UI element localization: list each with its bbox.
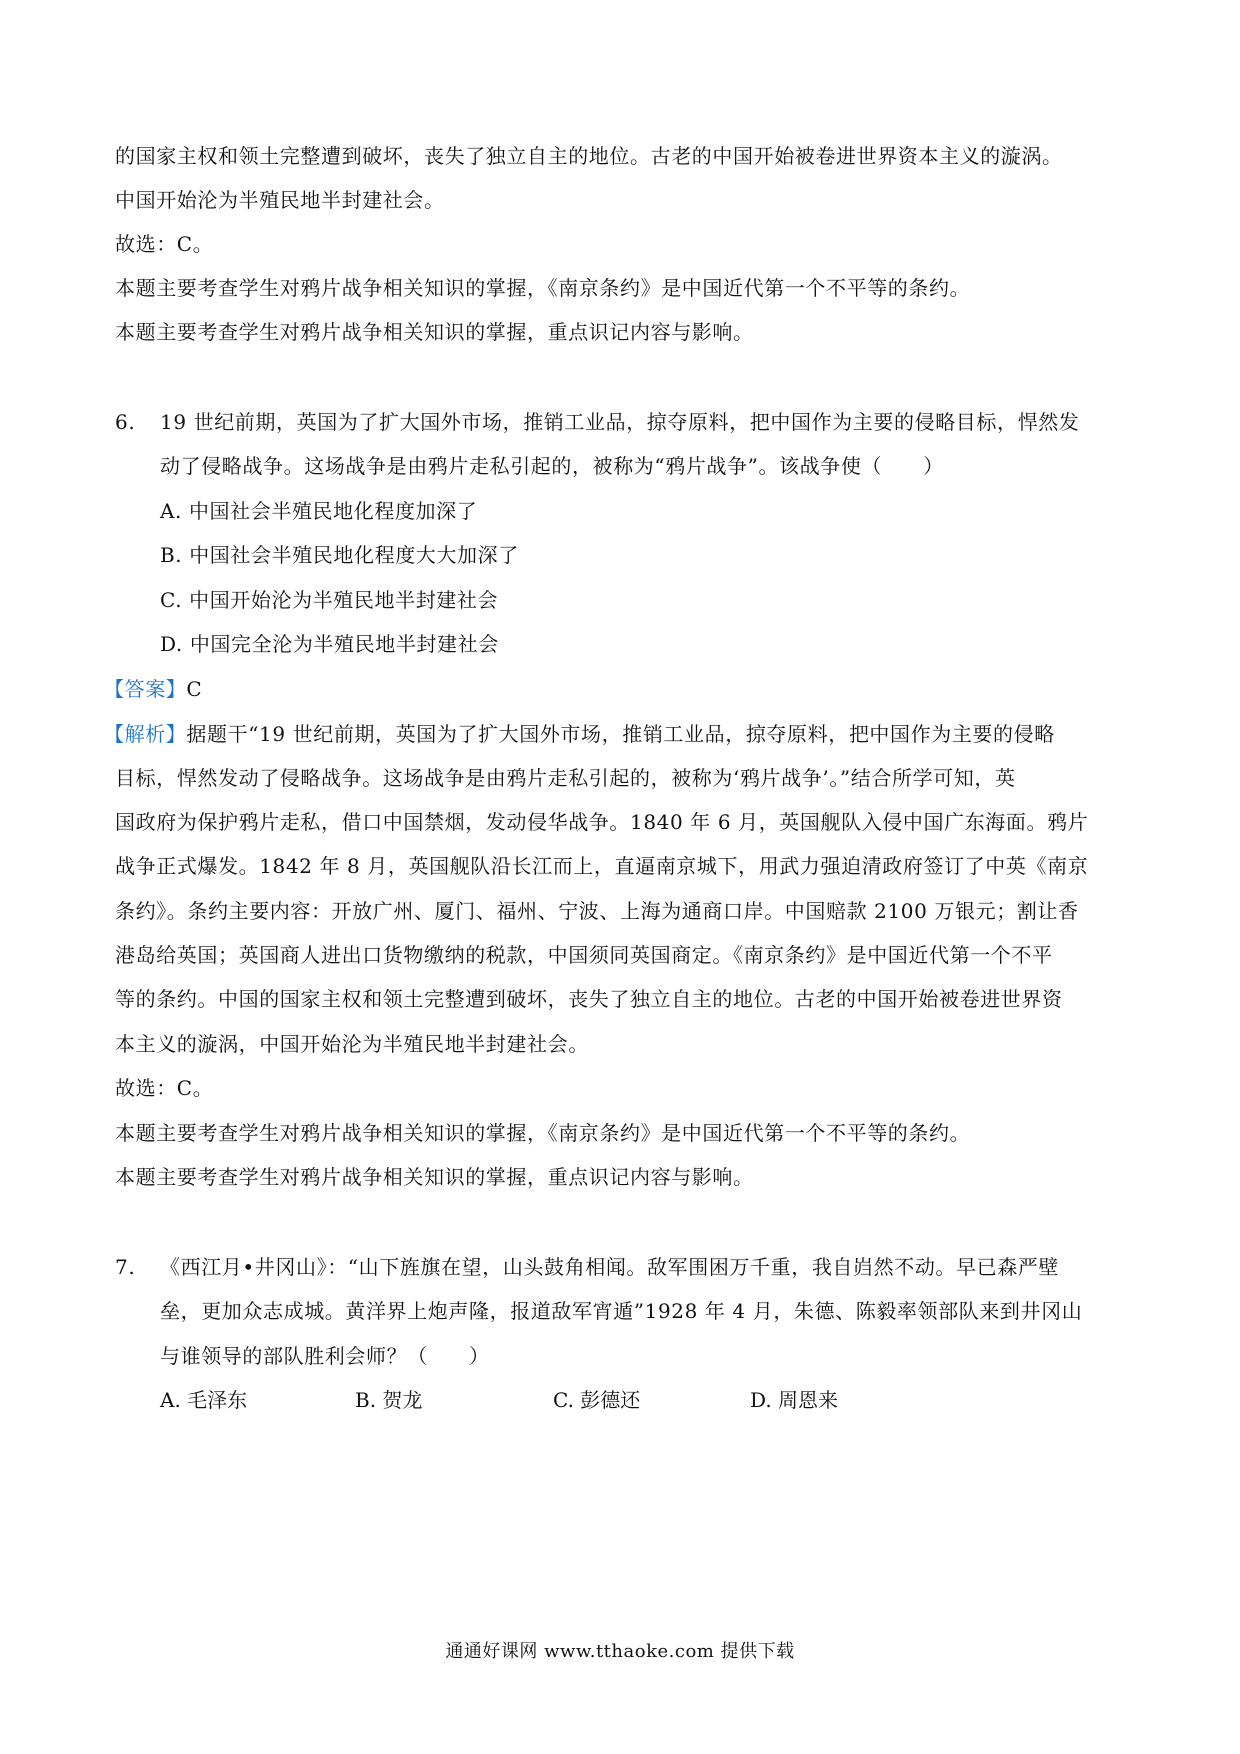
answer-value: C [186, 677, 203, 701]
option-b: B. 贺龙 [355, 1388, 423, 1412]
question-7-stem-line-3: 与谁领导的部队胜利会师？（ ） [160, 1344, 490, 1368]
analysis-line: 战争正式爆发。1842 年 8 月，英国舰队沿长江而上，直逼南京城下，用武力强迫清政府签订了中英《南京 [115, 854, 1089, 878]
question-6-stem-line-2: 动了侵略战争。这场战争是由鸦片走私引起的，被称为“鸦片战争”。该战争使（ ） [160, 454, 944, 478]
question-number: 7. [115, 1255, 136, 1279]
option-c: C. 中国开始沦为半殖民地半封建社会 [160, 588, 499, 612]
option-c: C. 彭德还 [553, 1388, 641, 1412]
analysis-line: 国政府为保护鸦片走私，借口中国禁烟，发动侵华战争。1840 年 6 月，英国舰队入侵中国广东海面。鸦片 [115, 810, 1089, 834]
option-d: D. 中国完全沦为半殖民地半封建社会 [160, 632, 499, 656]
paragraph-line: 本题主要考查学生对鸦片战争相关知识的掌握，《南京条约》是中国近代第一个不平等的条约。 [115, 1121, 971, 1145]
answer-line [104, 675, 202, 703]
question-number: 6. [115, 410, 136, 434]
analysis-line: 等的条约。中国的国家主权和领土完整遭到破坏，丧失了独立自主的地位。古老的中国开始被卷进世界资 [115, 987, 1063, 1011]
analysis-line-1: 【解析】据题干“19 世纪前期，英国为了扩大国外市场，推销工业品，掠夺原料，把中国作为主要的侵略 [104, 722, 1055, 746]
answer-tag: 【答案】 [104, 677, 187, 701]
analysis-line: 本主义的漩涡，中国开始沦为半殖民地半封建社会。 [115, 1032, 589, 1056]
document-page: 的国家主权和领土完整遭到破坏，丧失了独立自主的地位。古老的中国开始被卷进世界资本主义的漩涡。 中国开始沦为半殖民地半封建社会。 故选：C。 本题主要考查学生对鸦片战争相关知识的掌握，《南京条约》是中国近代第一个不平等的条约。 本题主要考查学生对鸦片战争相关知识的掌握，重点识记内容与影响。 6. 19 世纪前期，英国为了扩大国外市场，推销工业品，掠夺原料，把中国作为主要的侵略目标，悍然发 动了侵略战争。这场战争是由鸦片走私引起的，被称为“鸦片战争”。该战争使（ ） A. 中国社会半殖民地化程度加深了 B. 中国社会半殖民地化程度大大加深了 C. 中国开始沦为半殖民地半封建社会 D. 中国完全沦为半殖民地半封建社会 【答案】C 【解析】据题干“19 世纪前期，英国为了扩大国外市场，推销工业品，掠夺原料，把中国作为主要的侵略 目标，悍然发动了侵略战争。这场战争是由鸦片走私引起的，被称为‘鸦片战争’。”结合所学可知，英 国政府为保护鸦片走私，借口中国禁烟，发动侵华战争。1840 年 6 月，英国舰队入侵中国广东海面。鸦片 战争正式爆发。1842 年 8 月，英国舰队沿长江而上，直逼南京城下，用武力强迫清政府签订了中英《南京 条约》。条约主要内容：开放广州、厦门、福州、宁波、上海为通商口岸。中国赔款 2100 万银元；割让香 港岛给英国；英国商人进出口货物缴纳的税款，中国须同英国商定。《南京条约》是中国近代第一个不平 等的条约。中国的国家主权和领土完整遭到破坏，丧失了独立自主的地位。古老的中国开始被卷进世界资 本主义的漩涡，中国开始沦为半殖民地半封建社会。 故选：C。 本题主要考查学生对鸦片战争相关知识的掌握，《南京条约》是中国近代第一个不平等的条约。 本题主要考查学生对鸦片战争相关知识的掌握，重点识记内容与影响。 7. 《西江月•井冈山》：“山下旌旗在望，山头鼓角相闻。敌军围困万千重，我自岿然不动。早已森严壁 垒，更加众志成城。黄洋界上炮声隆，报道敌军宵遁”1928 年 4 月，朱德、陈毅率领部队来到井冈山 与谁领导的部队胜利会师？（ ） A. 毛泽东 B. 贺龙 C. 彭德还 D. 周恩来 通通好课网 www.tthaoke.com 提供下载 [0, 0, 1240, 1754]
paragraph-line: 本题主要考查学生对鸦片战争相关知识的掌握，《南京条约》是中国近代第一个不平等的条约。 [115, 276, 971, 300]
analysis-line: 目标，悍然发动了侵略战争。这场战争是由鸦片走私引起的，被称为‘鸦片战争’。”结合所学可知，英 [115, 766, 1016, 790]
analysis-tag: 【解析】 [104, 722, 187, 746]
option-a: A. 中国社会半殖民地化程度加深了 [160, 499, 478, 523]
option-a: A. 毛泽东 [160, 1388, 248, 1412]
paragraph-line: 的国家主权和领土完整遭到破坏，丧失了独立自主的地位。古老的中国开始被卷进世界资本主义的漩涡。 [115, 144, 1063, 168]
paragraph-line: 本题主要考查学生对鸦片战争相关知识的掌握，重点识记内容与影响。 [115, 1165, 754, 1189]
question-7-stem-line-2: 垒，更加众志成城。黄洋界上炮声隆，报道敌军宵遁”1928 年 4 月，朱德、陈毅率领部队来到井冈山 [160, 1299, 1083, 1323]
option-b: B. 中国社会半殖民地化程度大大加深了 [160, 543, 519, 567]
option-d: D. 周恩来 [750, 1388, 839, 1412]
paragraph-line: 中国开始沦为半殖民地半封建社会。 [115, 188, 445, 212]
analysis-line: 条约》。条约主要内容：开放广州、厦门、福州、宁波、上海为通商口岸。中国赔款 2100 万银元；割让香 [115, 899, 1079, 923]
paragraph-line: 本题主要考查学生对鸦片战争相关知识的掌握，重点识记内容与影响。 [115, 320, 754, 344]
answer-choice-line: 故选：C。 [115, 1076, 214, 1100]
answer-choice-line: 故选：C。 [115, 232, 214, 256]
page-footer: 通通好课网 www.tthaoke.com 提供下载 [445, 1641, 795, 1662]
analysis-line: 港岛给英国；英国商人进出口货物缴纳的税款，中国须同英国商定。《南京条约》是中国近代第一个不平 [115, 943, 1053, 967]
